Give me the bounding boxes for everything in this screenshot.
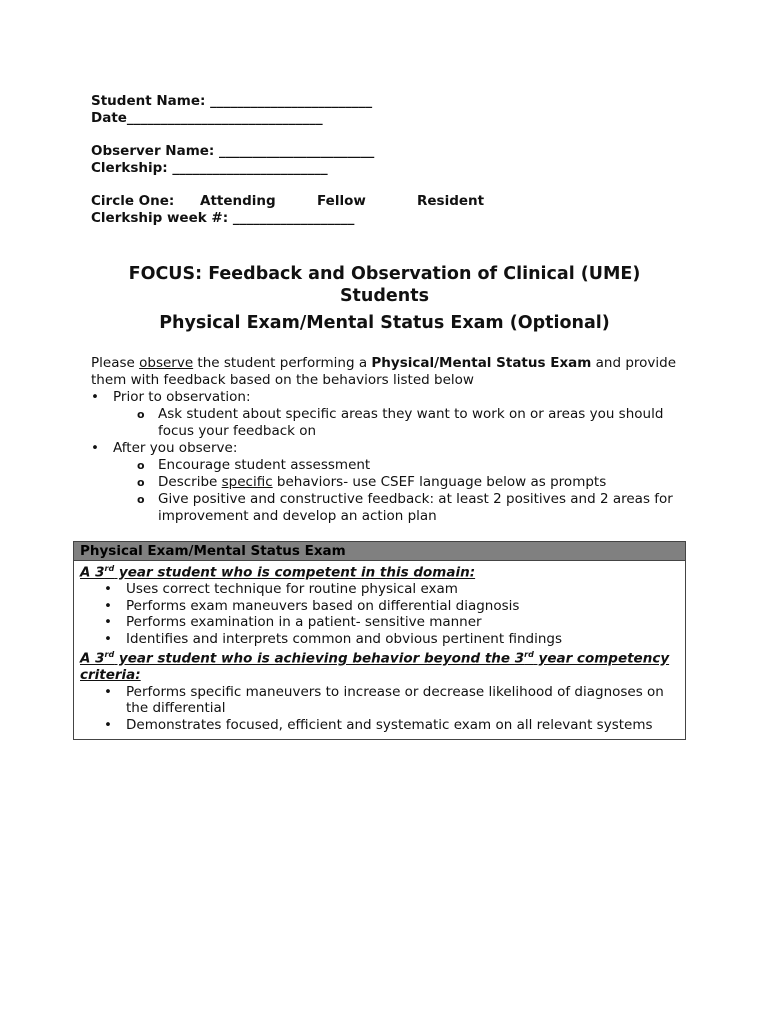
prior-sub-text: Ask student about specific areas they want to work on or areas you should focus your feedback on	[158, 406, 664, 439]
table-body	[74, 561, 685, 739]
beyond-item: • Demonstrates focused, efficient and systematic exam on all relevant systems	[80, 717, 679, 734]
instructions	[91, 355, 691, 525]
table-header: Physical Exam/Mental Status Exam	[74, 542, 685, 561]
header-fields	[91, 93, 484, 227]
beyond-mid: year student who is achieving behavior beyond the 3	[114, 650, 525, 667]
after-sub-text-2c: behaviors- use CSEF language below as prompts	[272, 474, 607, 490]
competent-post: year student who is competent in this domain:	[114, 564, 476, 581]
circle-one-label: Circle One:	[91, 193, 175, 209]
intro-text-end: and provide them with feedback based on the behaviors listed below	[91, 355, 677, 388]
competent-sup: rd	[104, 564, 115, 573]
intro-text: Please	[91, 355, 140, 371]
criteria-table	[73, 541, 686, 740]
observer-name-field: Observer Name: _______________________	[91, 143, 375, 159]
competent-item: • Uses correct technique for routine physical exam	[80, 581, 679, 598]
student-name-field: Student Name: ________________________	[91, 93, 373, 109]
after-sub-item-2	[91, 474, 691, 491]
intro-exam: Physical/Mental Status Exam	[371, 355, 592, 371]
date-field: Date_____________________________	[91, 110, 323, 126]
competent-heading	[80, 561, 679, 581]
after-sub-item-3	[91, 491, 691, 525]
option-attending: Attending	[200, 193, 276, 209]
after-sub-text-1: Encourage student assessment	[158, 457, 371, 473]
clerkship-field: Clerkship: _______________________	[91, 160, 328, 176]
competent-item: • Performs exam maneuvers based on differential diagnosis	[80, 598, 679, 615]
sub-marker: o	[137, 459, 145, 472]
document-subtitle: Physical Exam/Mental Status Exam (Optional)	[159, 313, 610, 333]
intro-paragraph	[91, 355, 691, 389]
document-title-line1: FOCUS: Feedback and Observation of Clinical (UME)	[128, 264, 641, 284]
beyond-sup2: rd	[524, 650, 534, 659]
competent-item: • Identifies and interprets common and obvious pertinent findings	[80, 631, 679, 648]
after-sub-text-2b: specific	[221, 474, 273, 490]
option-fellow: Fellow	[317, 193, 366, 209]
competent-pre: A 3	[80, 564, 105, 581]
after-sub-item-1	[91, 457, 691, 474]
clerkship-week-field: Clerkship week #: __________________	[91, 210, 355, 226]
sub-marker: o	[137, 493, 145, 506]
beyond-pre: A 3	[80, 650, 105, 667]
beyond-item: • Performs specific maneuvers to increase or decrease likelihood of diagnoses on the differential	[80, 684, 679, 717]
after-observe-item: • After you observe:	[91, 440, 691, 457]
title-block	[91, 263, 678, 334]
intro-observe: observe	[139, 355, 194, 371]
document-title-line2: Students	[339, 286, 430, 306]
beyond-sup1: rd	[104, 650, 115, 659]
prior-sub-item	[91, 406, 691, 440]
competent-item: • Performs examination in a patient- sensitive manner	[80, 614, 679, 631]
option-resident: Resident	[417, 193, 485, 209]
intro-text-mid: the student performing a	[193, 355, 372, 371]
after-sub-text-2a: Describe	[158, 474, 222, 490]
beyond-heading	[80, 647, 679, 684]
sub-marker: o	[137, 476, 145, 489]
circle-one-row	[91, 193, 484, 210]
sub-marker: o	[137, 408, 145, 421]
after-sub-text-3: Give positive and constructive feedback: at least 2 positives and 2 areas for improvement and develop an action plan	[158, 491, 673, 524]
prior-observation-item: • Prior to observation:	[91, 389, 691, 406]
beyond-post: year competency criteria:	[80, 650, 670, 683]
